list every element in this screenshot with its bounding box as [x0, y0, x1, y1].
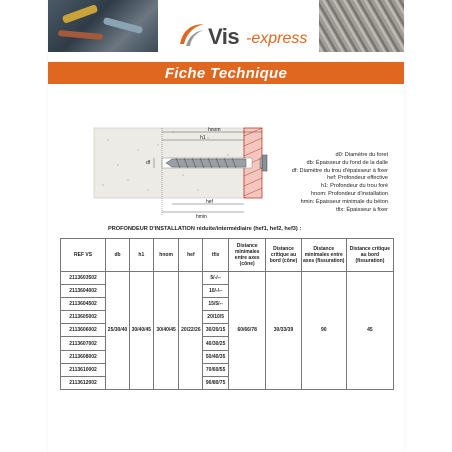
hef-cell: 20/22/26 — [179, 272, 203, 390]
ref-cell: 2113607002 — [61, 337, 106, 350]
col-header: h1 — [129, 239, 153, 272]
axes-fiss-cell: 90 — [301, 272, 346, 390]
header — [48, 0, 404, 90]
spec-table — [60, 238, 394, 390]
ref-cell: 2113603502 — [61, 272, 106, 285]
tfix-cell: 5/-/-- — [203, 272, 229, 285]
screws-photo — [319, 0, 404, 52]
table-header-row — [61, 239, 394, 272]
col-header: Distance minimales entre axes (cône) — [229, 239, 266, 272]
legend-item: db: Épaisseur du fond de la dalle — [306, 159, 388, 166]
col-header: Distance critique au bord (cône) — [266, 239, 301, 272]
col-header: Distance minimales entre axes (fissuration) — [301, 239, 346, 272]
label-hef: hef — [206, 199, 213, 205]
ref-cell: 2113604502 — [61, 298, 106, 311]
ref-cell: 2113608002 — [61, 350, 106, 363]
legend-item: tfix: Épaisseur à fixer — [336, 206, 388, 213]
brand-name: Vis — [208, 24, 240, 49]
label-df: df — [146, 160, 151, 166]
label-hnom-top: hnom — [208, 127, 221, 133]
col-header: hnom — [153, 239, 179, 272]
tfix-cell: 70/60/55 — [203, 363, 229, 376]
ref-cell: 2113610002 — [61, 363, 106, 376]
tfix-cell: 15/5/-- — [203, 298, 229, 311]
title-banner — [48, 62, 404, 84]
legend-item: hef: Profondeur effective — [327, 175, 388, 182]
tfix-cell: 50/40/35 — [203, 350, 229, 363]
ref-cell: 2113605002 — [61, 311, 106, 324]
tfix-cell: 40/30/25 — [203, 337, 229, 350]
ref-cell: 2113604002 — [61, 285, 106, 298]
ref-cell: 2113606002 — [61, 324, 106, 337]
tfix-cell: 30/20/15 — [203, 324, 229, 337]
tfix-cell: 10/-/-- — [203, 285, 229, 298]
brand-suffix: -express — [246, 30, 308, 47]
page-title: Fiche Technique — [164, 65, 288, 82]
legend-item: hnom: Profondeur d'installation — [311, 190, 388, 197]
bord-fiss-cell: 45 — [346, 272, 393, 390]
section-title: PROFONDEUR D'INSTALLATION réduite/intermédiaire (hef1, hef2, hef3) : — [108, 226, 302, 232]
label-h1: h1 — [200, 135, 206, 141]
db-cell: 25/30/40 — [106, 272, 130, 390]
axes-cone-cell: 60/66/78 — [229, 272, 266, 390]
col-header: tfix — [203, 239, 229, 272]
table-row — [61, 272, 394, 285]
legend-item: hmin: Épaisseur minimale du béton — [300, 198, 388, 205]
bord-cone-cell: 30/33/39 — [266, 272, 301, 390]
hnom-cell: 30/40/45 — [153, 272, 179, 390]
legend-item: df: Diamètre du trou d'épaisseur à fixer — [291, 167, 388, 174]
tfix-cell: 90/80/75 — [203, 376, 229, 389]
tools-photo — [48, 0, 158, 52]
legend — [223, 152, 388, 214]
document-page — [48, 0, 404, 452]
ref-cell: 2113612002 — [61, 376, 106, 389]
h1-cell: 30/40/45 — [129, 272, 153, 390]
label-hmin: hmin — [196, 214, 207, 220]
legend-item: h1: Profondeur du trou foré — [320, 183, 388, 190]
col-header: Distance critique au bord (fissuration) — [346, 239, 393, 272]
col-header: hef — [179, 239, 203, 272]
col-header: db — [106, 239, 130, 272]
col-header: REF VS — [61, 239, 106, 272]
swoosh-icon — [178, 20, 206, 48]
legend-item: d0: Diamètre du foret — [335, 152, 388, 158]
tfix-cell: 20/10/5 — [203, 311, 229, 324]
